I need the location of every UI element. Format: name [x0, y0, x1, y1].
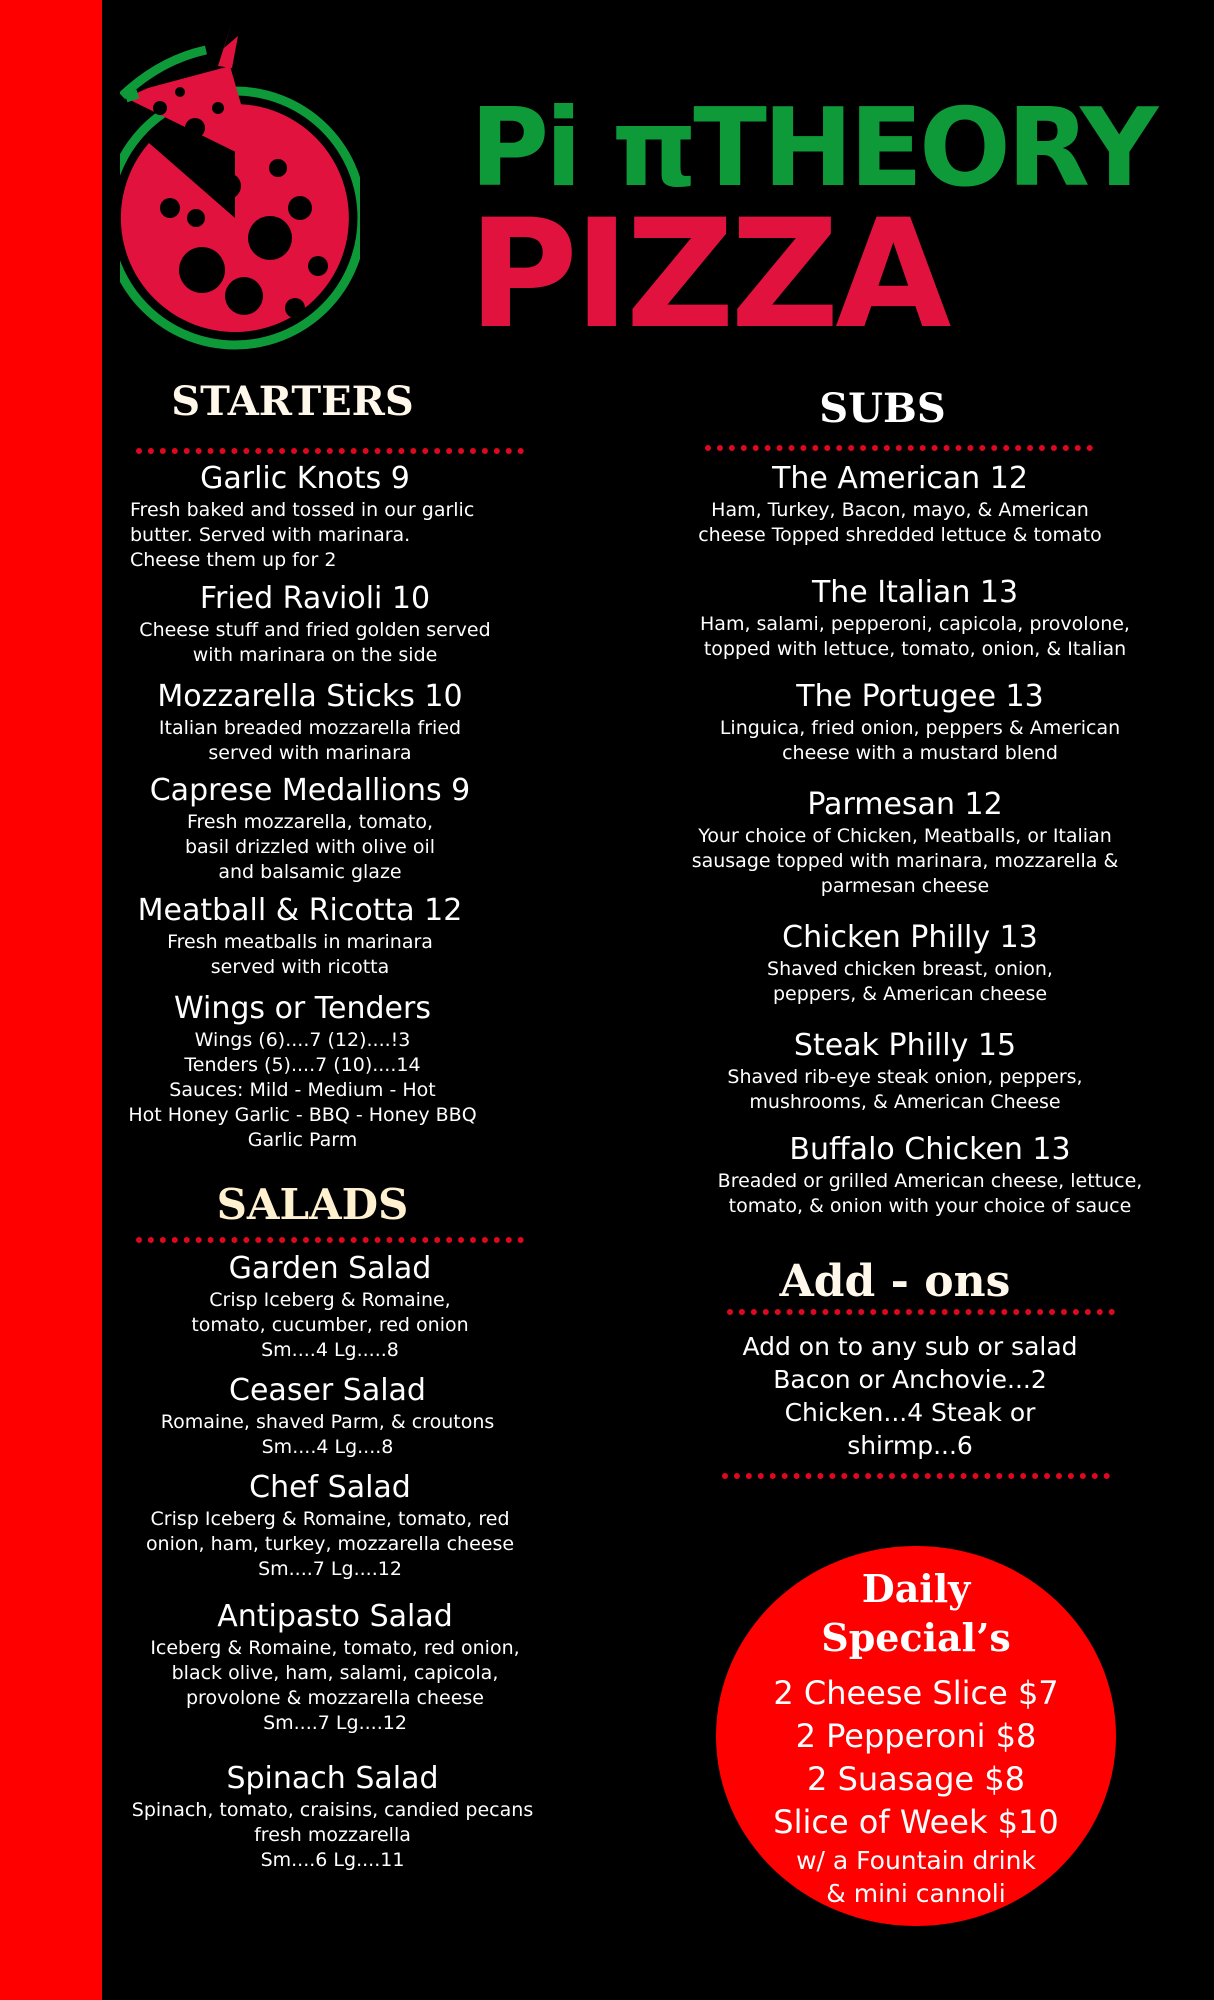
addons-divider-bottom — [722, 1473, 1110, 1479]
menu-item — [670, 460, 1130, 548]
item-description: Crisp Iceberg & Romaine, tomato, red onion, ham, turkey, mozzarella cheese Sm....7 Lg....12 — [145, 1508, 515, 1580]
item-title: Chef Salad — [249, 1470, 411, 1505]
item-description: Crisp Iceberg & Romaine, tomato, cucumber, red onion Sm....4 Lg.....8 — [191, 1289, 469, 1361]
item-title: Wings or Tenders — [174, 991, 431, 1026]
daily-specials-badge — [716, 1546, 1116, 1926]
special-subline: w/ a Fountain drink — [796, 1846, 1036, 1875]
menu-item — [140, 678, 480, 766]
menu-item — [135, 1598, 535, 1736]
menu-item — [125, 990, 480, 1153]
item-description: Romaine, shaved Parm, & croutons Sm....4 Lg....8 — [160, 1411, 495, 1458]
menu-item — [125, 1469, 535, 1582]
menu-item — [125, 1760, 540, 1873]
item-description: Fresh meatballs in marinara served with ricotta — [167, 931, 433, 978]
item-title: Caprese Medallions 9 — [149, 773, 471, 808]
addons-heading: Add - ons — [779, 1256, 1011, 1307]
item-title: The American 12 — [772, 461, 1028, 496]
item-title: Buffalo Chicken 13 — [789, 1132, 1071, 1167]
item-description: Iceberg & Romaine, tomato, red onion, black olive, ham, salami, capicola, provolone & mozzarella cheese Sm....7 Lg....12 — [150, 1637, 520, 1734]
daily-specials-heading: Daily Special’s — [821, 1566, 1011, 1660]
item-description: Linguica, fried onion, peppers & American cheese with a mustard blend — [719, 717, 1121, 764]
menu-item — [130, 1250, 530, 1363]
menu-item — [680, 678, 1160, 766]
item-description: Your choice of Chicken, Meatballs, or Italian sausage topped with marinara, mozzarella & parmesan cheese — [691, 825, 1119, 897]
special-line: Slice of Week $10 — [773, 1803, 1059, 1841]
pizza-logo-icon — [120, 8, 360, 368]
item-title: Spinach Salad — [226, 1761, 439, 1796]
item-title: Parmesan 12 — [807, 787, 1003, 822]
item-description: Spinach, tomato, craisins, candied pecans fresh mozzarella Sm....6 Lg....11 — [131, 1799, 534, 1871]
brand-name-line1: Pi πTHEORY — [470, 86, 1155, 211]
special-line: 2 Pepperoni $8 — [795, 1717, 1037, 1755]
special-subline: & mini cannoli — [826, 1879, 1006, 1908]
item-title: The Italian 13 — [811, 575, 1019, 610]
menu-item — [130, 580, 500, 668]
item-description: Cheese stuff and fried golden served with marinara on the side — [139, 619, 491, 666]
item-title: Meatball & Ricotta 12 — [137, 893, 463, 928]
menu-item — [690, 786, 1120, 899]
item-title: Garden Salad — [228, 1251, 432, 1286]
addons-divider-top — [727, 1309, 1115, 1315]
item-description: Ham, Turkey, Bacon, mayo, & American cheese Topped shredded lettuce & tomato — [698, 499, 1102, 546]
item-description: Shaved rib-eye steak onion, peppers, mushrooms, & American Cheese — [727, 1066, 1083, 1113]
item-title: Antipasto Salad — [217, 1599, 453, 1634]
addons-description: Add on to any sub or salad Bacon or Anchovie...2 Chicken...4 Steak or shirmp...6 — [742, 1332, 1078, 1460]
salads-heading: SALADS — [216, 1180, 409, 1229]
addons-text — [740, 1330, 1080, 1462]
menu-item — [690, 574, 1140, 662]
menu-item — [130, 892, 470, 980]
salads-divider — [136, 1237, 524, 1243]
item-description: Italian breaded mozzarella fried served with marinara — [158, 717, 462, 764]
subs-heading: SUBS — [819, 385, 946, 432]
item-description: Ham, salami, pepperoni, capicola, provolone, topped with lettuce, tomato, onion, & Italian — [700, 613, 1130, 660]
menu-item — [130, 460, 480, 573]
item-title: Fried Ravioli 10 — [199, 581, 431, 616]
item-title: Garlic Knots 9 — [200, 461, 410, 496]
item-description: Wings (6)....7 (12)....!3 Tenders (5)....7 (10)....14 Sauces: Mild - Medium - Hot Hot Honey Garlic - BBQ - Honey BBQ Garlic Parm — [128, 1029, 477, 1151]
item-description: Fresh baked and tossed in our garlic butter. Served with marinara. Cheese them up for 2 — [130, 499, 475, 571]
starters-divider — [136, 448, 524, 454]
starters-heading: STARTERS — [171, 378, 414, 425]
special-line: 2 Suasage $8 — [807, 1760, 1025, 1798]
menu-item — [700, 919, 1120, 1007]
special-line: 2 Cheese Slice $7 — [773, 1674, 1059, 1712]
subs-divider — [705, 445, 1093, 451]
item-title: Ceaser Salad — [229, 1373, 426, 1408]
item-title: Steak Philly 15 — [793, 1028, 1017, 1063]
menu-item — [710, 1131, 1150, 1219]
item-title: Mozzarella Sticks 10 — [157, 679, 463, 714]
item-description: Shaved chicken breast, onion, peppers, & American cheese — [767, 958, 1053, 1005]
item-title: Chicken Philly 13 — [782, 920, 1038, 955]
brand-name-line2: PIZZA — [468, 188, 948, 362]
left-red-border — [0, 0, 102, 2000]
menu-item — [130, 1372, 525, 1460]
item-description: Breaded or grilled American cheese, lettuce, tomato, & onion with your choice of sauce — [717, 1170, 1143, 1217]
item-title: The Portugee 13 — [796, 679, 1044, 714]
item-description: Fresh mozzarella, tomato, basil drizzled with olive oil and balsamic glaze — [184, 811, 436, 883]
menu-item — [130, 772, 490, 885]
menu-item — [700, 1027, 1110, 1115]
